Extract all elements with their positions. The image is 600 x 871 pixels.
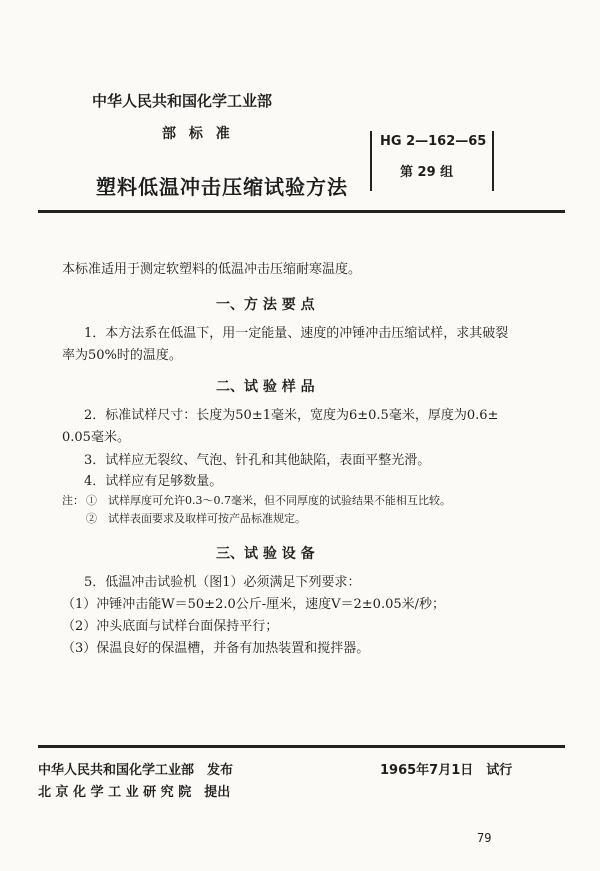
page-number: 79 (477, 831, 492, 845)
drafter-line: 北 京 化 学 工 业 研 究 院 提出 (38, 785, 231, 800)
intro-paragraph: 本标准适用于测定软塑料的低温冲击压缩耐寒温度。 (62, 262, 362, 277)
note-2: ② 试样表面要求及取样可按产品标准规定。 (86, 512, 306, 525)
standard-code: HG 2—162—65 (380, 134, 487, 149)
standard-group: 第 29 组 (400, 165, 454, 180)
requirement-3: （3）保温良好的保温槽，并备有加热装置和搅拌器。 (62, 641, 370, 656)
issuer-line: 中华人民共和国化学工业部 发布 (38, 763, 234, 778)
effective-date: 1965年7月1日 试行 (380, 763, 513, 778)
clause-2-line2: 0.05毫米。 (62, 430, 130, 445)
standard-code-box (370, 131, 494, 191)
clause-1-line1: 1．本方法系在低温下，用一定能量、速度的冲锤冲击压缩试样，求其破裂 (84, 326, 509, 341)
section-heading-equipment: 三、试 验 设 备 (216, 546, 315, 562)
ministry-name: 中华人民共和国化学工业部 (92, 92, 273, 110)
standard-type: 部 标 准 (162, 126, 234, 142)
clause-3: 3．试样应无裂纹、气泡、针孔和其他缺陷，表面平整光滑。 (84, 453, 431, 468)
note-1: ① 试样厚度可允许0.3～0.7毫米，但不同厚度的试验结果不能相互比较。 (86, 494, 451, 507)
footer-divider (38, 745, 565, 748)
clause-1-line2: 率为50%时的温度。 (62, 348, 182, 363)
note-label: 注： (62, 494, 84, 507)
requirement-1: （1）冲锤冲击能W＝50±2.0公斤-厘米，速度V＝2±0.05米/秒； (62, 597, 446, 612)
clause-2-line1: 2．标准试样尺寸：长度为50±1毫米，宽度为6±0.5毫米，厚度为0.6± (84, 408, 499, 423)
section-heading-method: 一、方 法 要 点 (216, 297, 315, 313)
section-heading-samples: 二、试 验 样 品 (216, 379, 315, 395)
clause-5: 5．低温冲击试验机（图1）必须满足下列要求： (84, 575, 361, 590)
header-divider (38, 210, 565, 213)
requirement-2: （2）冲头底面与试样台面保持平行； (62, 619, 279, 634)
clause-4: 4．试样应有足够数量。 (84, 474, 223, 489)
document-title: 塑料低温冲击压缩试验方法 (96, 175, 348, 199)
